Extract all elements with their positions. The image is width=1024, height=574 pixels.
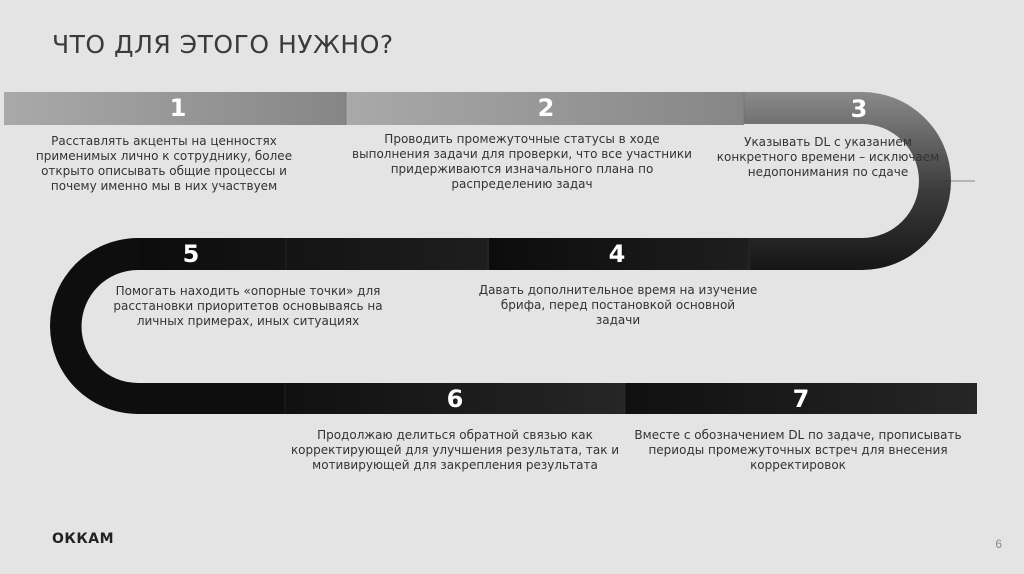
step-6-text: Продолжаю делиться обратной связью как корректирующей для улучшения результата, так и мотивирующей для закрепления результата: [290, 428, 620, 472]
step-7-number: 7: [792, 385, 810, 413]
step-1-number: 1: [169, 94, 187, 122]
step-2-text: Проводить промежуточные статусы в ходе выполнения задачи для проверки, что все участники придерживаются изначального плана по распределению задач: [352, 132, 692, 191]
step-3-number: 3: [850, 95, 868, 123]
step-5-text: Помогать находить «опорные точки» для расстановки приоритетов основываясь на личных примерах, иных ситуациях: [113, 284, 383, 328]
okkam-logo: ОККАМ: [52, 531, 115, 547]
step-7-text: Вместе с обозначением DL по задаче, прописывать периоды промежуточных встреч для внесения корректировок: [634, 428, 962, 472]
slide-title: ЧТО ДЛЯ ЭТОГО НУЖНО?: [52, 30, 394, 59]
step-4-number: 4: [608, 240, 626, 268]
step-1-text: Расставлять акценты на ценностях применимых лично к сотруднику, более открыто описывать общие процессы и почему именно мы в них участвуем: [35, 134, 293, 193]
page-number: 6: [995, 537, 1002, 551]
step-5-number: 5: [182, 240, 200, 268]
step-3-text: Указывать DL с указанием конкретного времени – исключаем недопонимания по сдаче: [716, 135, 940, 179]
step-6-number: 6: [446, 385, 464, 413]
step-2-number: 2: [537, 94, 555, 122]
step-4-text: Давать дополнительное время на изучение брифа, перед постановкой основной задачи: [478, 283, 758, 327]
